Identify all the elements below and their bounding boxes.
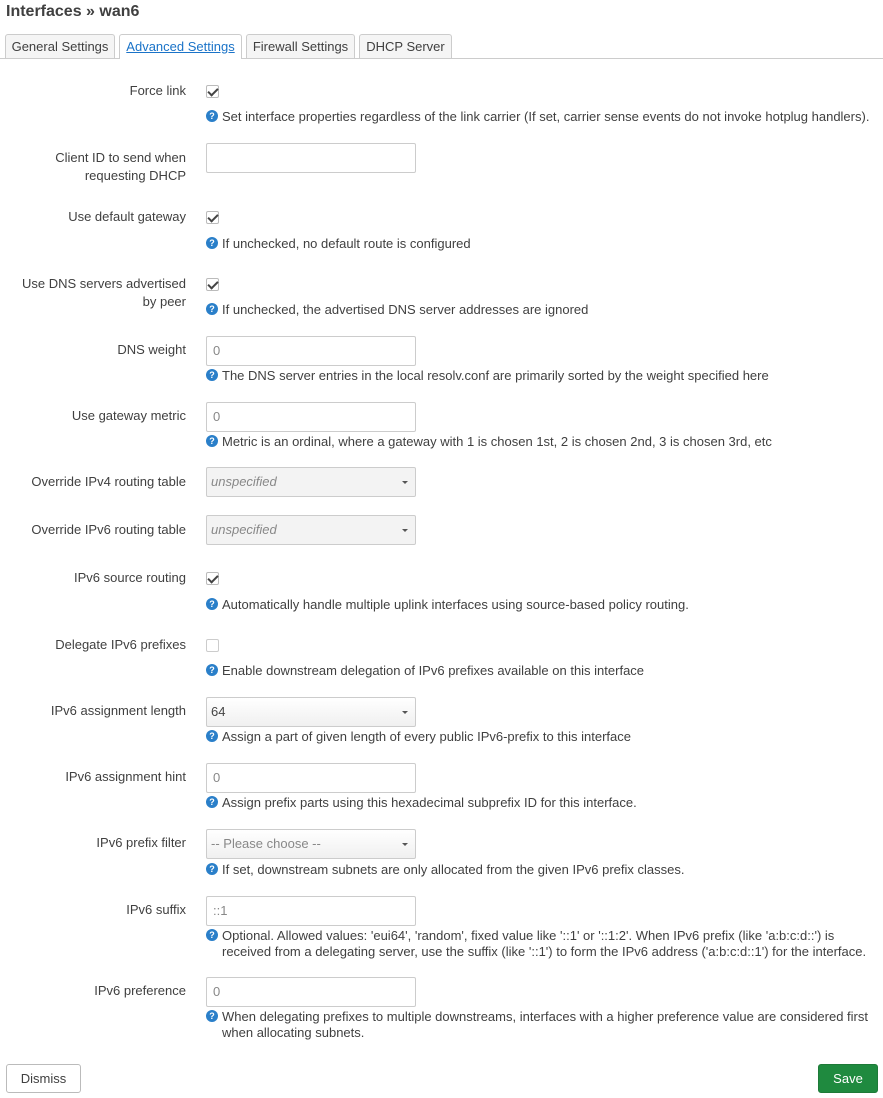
help-icon: ? [206, 730, 218, 742]
tab-general-settings[interactable]: General Settings [5, 34, 115, 58]
ipv4-routing-table-label: Override IPv4 routing table [31, 474, 186, 489]
help-icon: ? [206, 435, 218, 447]
dismiss-button[interactable]: Dismiss [6, 1064, 81, 1093]
prefix-filter-help: ? If set, downstream subnets are only allocated from the given IPv6 prefix classes. [206, 862, 876, 878]
client-id-label: Client ID to send when requesting DHCP [55, 150, 186, 183]
dns-weight-input[interactable]: 0 [206, 336, 416, 366]
ipv6-preference-input[interactable]: 0 [206, 977, 416, 1007]
caret-down-icon [402, 529, 408, 532]
save-button[interactable]: Save [818, 1064, 878, 1093]
help-icon: ? [206, 598, 218, 610]
gateway-metric-help: ? Metric is an ordinal, where a gateway with 1 is chosen 1st, 2 is chosen 2nd, 3 is chosen 3rd, etc [206, 434, 876, 450]
dns-weight-help: ? The DNS server entries in the local resolv.conf are primarily sorted by the weight specified here [206, 368, 876, 384]
caret-down-icon [402, 843, 408, 846]
help-icon: ? [206, 110, 218, 122]
delegate-prefixes-help: ? Enable downstream delegation of IPv6 prefixes available on this interface [206, 663, 876, 679]
prefix-filter-label: IPv6 prefix filter [96, 835, 186, 850]
ipv6-source-routing-label: IPv6 source routing [73, 570, 186, 585]
assignment-length-label: IPv6 assignment length [50, 703, 186, 718]
assignment-length-select[interactable]: 64 [206, 697, 416, 727]
assignment-length-help: ? Assign a part of given length of every public IPv6-prefix to this interface [206, 729, 876, 745]
assignment-hint-help: ? Assign prefix parts using this hexadecimal subprefix ID for this interface. [206, 795, 876, 811]
tab-advanced-settings[interactable]: Advanced Settings [119, 34, 242, 59]
default-gateway-label: Use default gateway [68, 209, 186, 224]
ipv6-routing-table-select[interactable]: unspecified [206, 515, 416, 545]
default-gateway-help: ? If unchecked, no default route is configured [206, 236, 876, 252]
ipv6-preference-help: ? When delegating prefixes to multiple downstreams, interfaces with a higher preference value are considered first when allocating subnets. [206, 1009, 876, 1041]
tab-bar [0, 34, 883, 59]
force-link-help: ? Set interface properties regardless of the link carrier (If set, carrier sense events do not invoke hotplug handlers). [206, 109, 876, 125]
gateway-metric-input[interactable]: 0 [206, 402, 416, 432]
help-icon: ? [206, 863, 218, 875]
peer-dns-checkbox[interactable] [206, 278, 219, 291]
help-icon: ? [206, 929, 218, 941]
force-link-label: Force link [129, 83, 186, 98]
ipv6-routing-table-label: Override IPv6 routing table [31, 522, 186, 537]
help-icon: ? [206, 664, 218, 676]
tab-firewall-settings[interactable]: Firewall Settings [246, 34, 355, 58]
tab-dhcp-server[interactable]: DHCP Server [359, 34, 452, 58]
help-icon: ? [206, 1010, 218, 1022]
default-gateway-checkbox[interactable] [206, 211, 219, 224]
gateway-metric-label: Use gateway metric [71, 408, 186, 423]
help-icon: ? [206, 303, 218, 315]
help-icon: ? [206, 369, 218, 381]
force-link-checkbox[interactable] [206, 85, 219, 98]
peer-dns-help: ? If unchecked, the advertised DNS server addresses are ignored [206, 302, 876, 318]
delegate-prefixes-checkbox[interactable] [206, 639, 219, 652]
peer-dns-label: Use DNS servers advertised by peer [22, 276, 186, 309]
ipv6-preference-label: IPv6 preference [94, 983, 186, 998]
ipv6-suffix-help: ? Optional. Allowed values: 'eui64', 'random', fixed value like '::1' or '::1:2'. When IPv6 prefix (like 'a:b:c:d::') is received from a delegating server, use the suffix (like '::1') to form the IPv6 address ('a:b:c:d::1') for the interface. [206, 928, 876, 960]
ipv6-suffix-input[interactable]: ::1 [206, 896, 416, 926]
help-icon: ? [206, 796, 218, 808]
help-icon: ? [206, 237, 218, 249]
client-id-input[interactable] [206, 143, 416, 173]
ipv6-suffix-label: IPv6 suffix [126, 902, 186, 917]
caret-down-icon [402, 711, 408, 714]
delegate-prefixes-label: Delegate IPv6 prefixes [55, 637, 186, 652]
page-title: Interfaces » wan6 [6, 3, 140, 20]
ipv6-source-routing-checkbox[interactable] [206, 572, 219, 585]
ipv4-routing-table-select[interactable]: unspecified [206, 467, 416, 497]
assignment-hint-label: IPv6 assignment hint [65, 769, 186, 784]
assignment-hint-input[interactable]: 0 [206, 763, 416, 793]
ipv6-source-routing-help: ? Automatically handle multiple uplink interfaces using source-based policy routing. [206, 597, 876, 613]
caret-down-icon [402, 481, 408, 484]
dns-weight-label: DNS weight [117, 342, 186, 357]
prefix-filter-select[interactable]: -- Please choose -- [206, 829, 416, 859]
